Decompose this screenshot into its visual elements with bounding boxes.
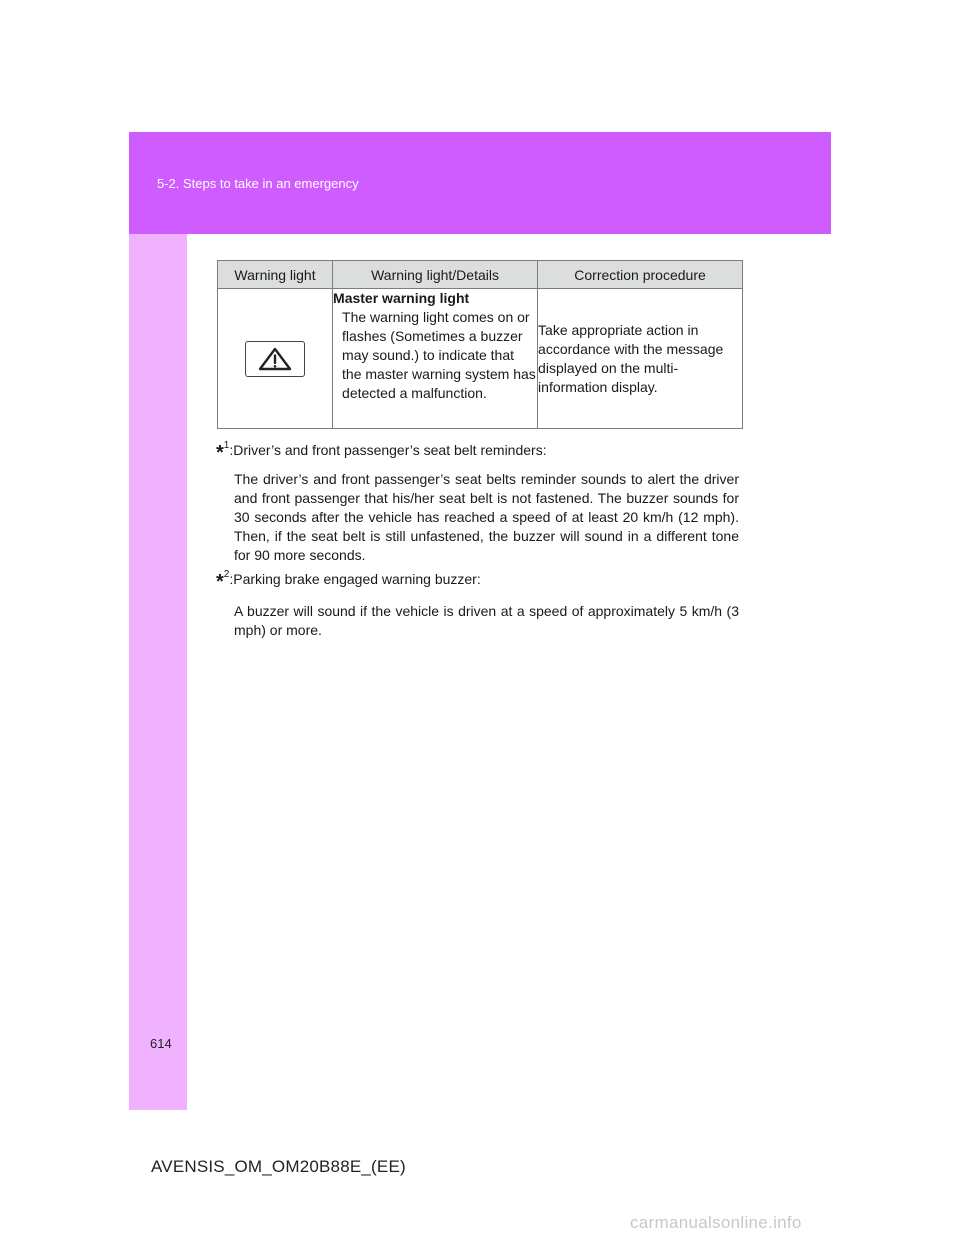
header-warning-light: Warning light <box>218 261 333 289</box>
details-text: The warning light comes on or flashes (Sometimes a buzzer may sound.) to indicate that the master warning system has detected a malfunction. <box>342 309 536 401</box>
table-header-row <box>218 261 743 289</box>
warning-light-table <box>217 260 743 429</box>
note-2-body: A buzzer will sound if the vehicle is driven at a speed of approximately 5 km/h (3 mph) or more. <box>234 603 739 638</box>
note-marker: * <box>216 442 224 464</box>
note-number: 2 <box>223 569 230 580</box>
watermark-url: carmanualsonline.info <box>630 1213 802 1232</box>
document-code: AVENSIS_OM_OM20B88E_(EE) <box>151 1157 406 1176</box>
header-details: Warning light/Details <box>333 261 538 289</box>
note-title: :Driver’s and front passenger’s seat belt reminders: <box>229 442 547 458</box>
note-title: :Parking brake engaged warning buzzer: <box>229 571 481 587</box>
correction-cell: Take appropriate action in accordance with the message displayed on the multi-information display. <box>538 289 743 429</box>
note-1-body: The driver’s and front passenger’s seat belts reminder sounds to alert the driver and front passenger that his/her seat belt is not fastened. The buzzer sounds for 30 seconds after the vehicle has reached a speed of at least 20 km/h (12 mph). Then, if the seat belt is still unfastened, the buzzer will sound in a different tone for 90 more seconds. <box>234 471 739 563</box>
warning-light-cell <box>218 289 333 429</box>
section-title: 5-2. Steps to take in an emergency <box>157 176 359 191</box>
details-title: Master warning light <box>333 290 470 306</box>
note-1-label <box>216 440 547 465</box>
note-2-label <box>216 569 481 594</box>
note-marker: * <box>216 571 224 593</box>
note-number: 1 <box>223 440 230 451</box>
table-row <box>218 289 743 429</box>
details-cell <box>333 289 538 429</box>
header-correction: Correction procedure <box>538 261 743 289</box>
side-band <box>129 234 187 1110</box>
page-number: 614 <box>150 1036 172 1051</box>
warning-triangle-icon <box>245 341 305 377</box>
